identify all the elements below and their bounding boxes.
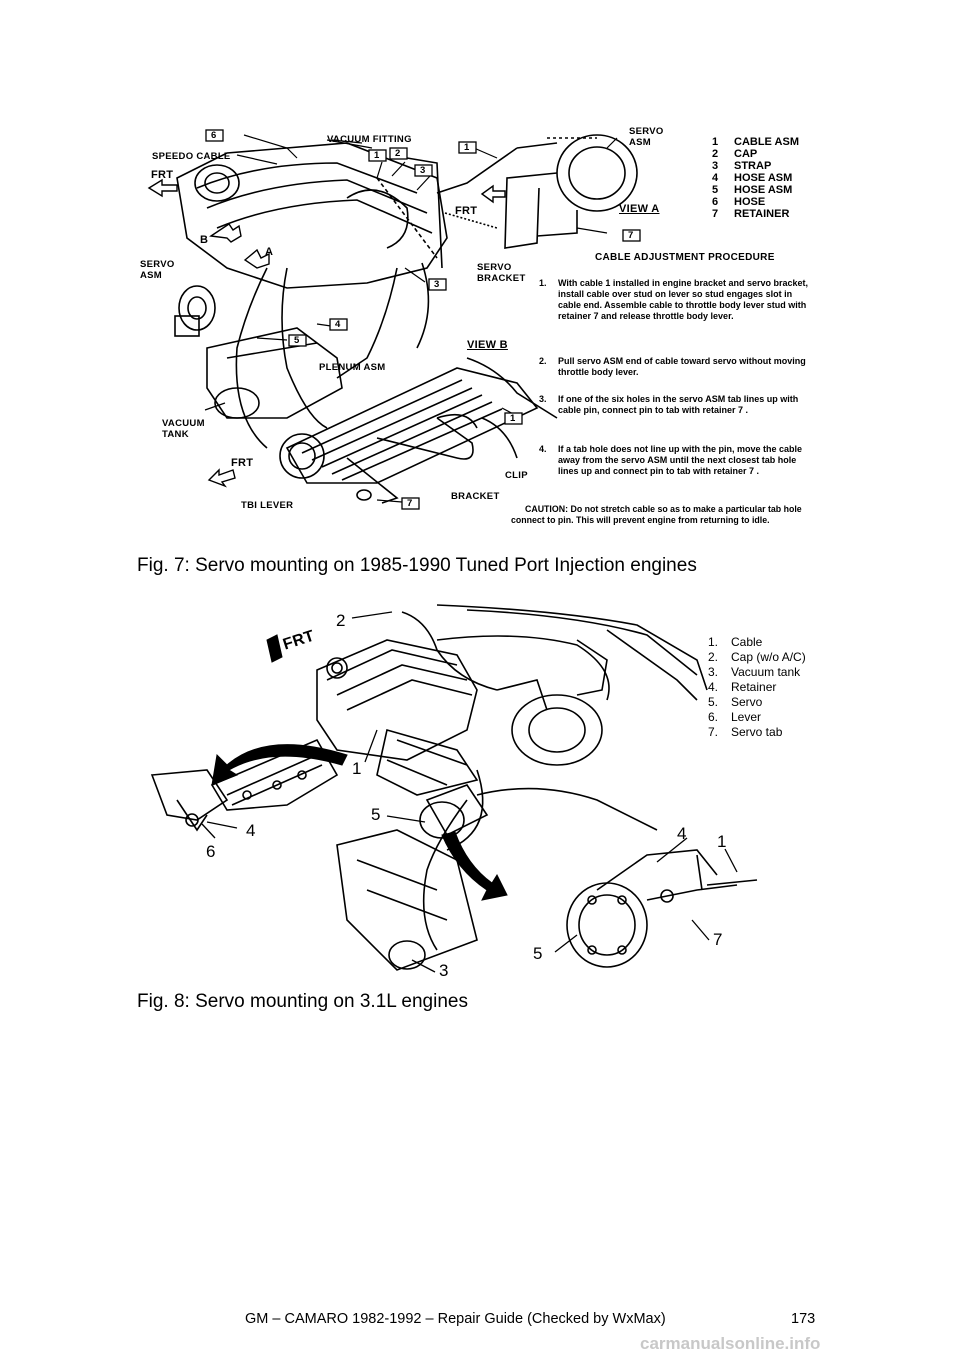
figure-8 bbox=[137, 600, 822, 985]
callout-box-1: 1 bbox=[510, 413, 516, 424]
label-servo-bracket: SERVO BRACKET bbox=[477, 262, 526, 284]
legend-num: 4 bbox=[712, 172, 719, 184]
callout-5: 5 bbox=[371, 805, 381, 824]
page-number: 173 bbox=[791, 1311, 816, 1327]
callout-7: 7 bbox=[713, 930, 723, 949]
procedure-step-4 bbox=[539, 444, 809, 492]
label-vacuum-fitting: VACUUM FITTING bbox=[327, 134, 412, 145]
callout-4: 4 bbox=[246, 821, 256, 840]
label-frt-main: FRT bbox=[151, 169, 174, 181]
legend-text: CAP bbox=[734, 148, 758, 160]
legend-text: Lever bbox=[731, 710, 762, 724]
legend-num: 6 bbox=[712, 196, 719, 208]
callout-box-5: 5 bbox=[294, 335, 300, 346]
label-view-a: VIEW A bbox=[619, 203, 660, 215]
figure-7-caption: Fig. 7: Servo mounting on 1985-1990 Tuned Port Injection engines bbox=[137, 555, 697, 576]
callout-box-4: 4 bbox=[335, 319, 341, 330]
legend-text: Servo bbox=[731, 695, 763, 709]
legend-num: 1. bbox=[708, 635, 719, 649]
callout-box-6: 6 bbox=[211, 130, 217, 141]
label-vacuum-tank: VACUUM TANK bbox=[162, 418, 205, 440]
legend-num: 2. bbox=[708, 650, 719, 664]
callout-4: 4 bbox=[677, 824, 687, 843]
callout-1: 1 bbox=[717, 832, 727, 851]
legend-text: RETAINER bbox=[734, 208, 790, 220]
legend-num: 2 bbox=[712, 148, 719, 160]
callout-box-3: 3 bbox=[434, 279, 440, 290]
label-plenum-asm: PLENUM ASM bbox=[319, 362, 386, 373]
step-text: If one of the six holes in the servo ASM tab lines up with cable pin, connect pin to tab with retainer 7 . bbox=[558, 394, 799, 415]
callout-box-7: 7 bbox=[407, 498, 413, 509]
caution-note bbox=[511, 504, 811, 526]
legend-num: 1 bbox=[712, 136, 719, 148]
callout-3: 3 bbox=[439, 961, 449, 980]
legend-text: HOSE ASM bbox=[734, 172, 793, 184]
legend-num: 5. bbox=[708, 695, 719, 709]
label-letter-b: B bbox=[200, 234, 209, 246]
legend-text: HOSE ASM bbox=[734, 184, 793, 196]
callout-box-1: 1 bbox=[374, 150, 380, 161]
step-number: 4. bbox=[539, 444, 547, 454]
figure-7 bbox=[137, 118, 822, 546]
step-number: 2. bbox=[539, 356, 547, 366]
legend-num: 5 bbox=[712, 184, 719, 196]
caution-label: CAUTION: bbox=[525, 504, 569, 514]
callout-2: 2 bbox=[336, 611, 346, 630]
label-speedo-cable: SPEEDO CABLE bbox=[152, 151, 231, 162]
procedure-title: CABLE ADJUSTMENT PROCEDURE bbox=[595, 252, 775, 263]
legend-text: Vacuum tank bbox=[731, 665, 801, 679]
step-number: 3. bbox=[539, 394, 547, 404]
legend-text: Retainer bbox=[731, 680, 777, 694]
watermark: carmanualsonline.info bbox=[640, 1334, 821, 1353]
callout-box-3: 3 bbox=[420, 165, 426, 176]
footer-title: GM – CAMARO 1982-1992 – Repair Guide (Checked by WxMax) bbox=[245, 1311, 666, 1327]
callout-box-2: 2 bbox=[395, 148, 401, 159]
step-text: With cable 1 installed in engine bracket and servo bracket, install cable over stud on lever so stud engages slot in cable end. Assemble cable to throttle body lever stud with retainer 7 and release throttle body lever. bbox=[558, 278, 809, 321]
legend-num: 3 bbox=[712, 160, 719, 172]
procedure-step-1 bbox=[539, 278, 809, 338]
label-clip: CLIP bbox=[505, 470, 528, 481]
step-number: 1. bbox=[539, 278, 547, 288]
frt-indicator: FRT bbox=[281, 627, 317, 654]
legend-text: Cable bbox=[731, 635, 763, 649]
label-view-b: VIEW B bbox=[467, 339, 508, 351]
step-text: Pull servo ASM end of cable toward servo without moving throttle body lever. bbox=[558, 356, 806, 377]
figure-8-caption: Fig. 8: Servo mounting on 3.1L engines bbox=[137, 991, 468, 1012]
callout-5: 5 bbox=[533, 944, 543, 963]
label-tbi-lever: TBI LEVER bbox=[241, 500, 294, 511]
label-frt-view-a: FRT bbox=[455, 205, 478, 217]
legend-num: 3. bbox=[708, 665, 719, 679]
procedure-step-3 bbox=[539, 394, 809, 430]
label-bracket: BRACKET bbox=[451, 491, 500, 502]
legend-text: HOSE bbox=[734, 196, 766, 208]
label-letter-a: A bbox=[265, 246, 274, 258]
caution-text: Do not stretch cable so as to make a particular tab hole connect to pin. This will prevent engine from returning to idle. bbox=[511, 504, 802, 525]
step-text: If a tab hole does not line up with the pin, move the cable away from the servo ASM until the next closest tab hole lines up and connect pin to tab with retainer 7 . bbox=[558, 444, 803, 476]
label-servo-asm-right: SERVO ASM bbox=[629, 126, 664, 148]
callout-6: 6 bbox=[206, 842, 216, 861]
legend-text: Servo tab bbox=[731, 725, 783, 739]
legend-num: 6. bbox=[708, 710, 719, 724]
legend-text: Cap (w/o A/C) bbox=[731, 650, 806, 664]
callout-box-7: 7 bbox=[628, 230, 634, 241]
legend-num: 4. bbox=[708, 680, 719, 694]
legend-text: STRAP bbox=[734, 160, 772, 172]
procedure-step-2 bbox=[539, 356, 809, 380]
label-frt-view-b: FRT bbox=[231, 457, 254, 469]
legend-text: CABLE ASM bbox=[734, 136, 799, 148]
callout-box-1: 1 bbox=[464, 142, 470, 153]
label-servo-asm-left: SERVO ASM bbox=[140, 259, 175, 281]
figure-8-drawing bbox=[137, 600, 822, 985]
legend-num: 7 bbox=[712, 208, 719, 220]
legend-num: 7. bbox=[708, 725, 719, 739]
callout-1: 1 bbox=[352, 759, 362, 778]
